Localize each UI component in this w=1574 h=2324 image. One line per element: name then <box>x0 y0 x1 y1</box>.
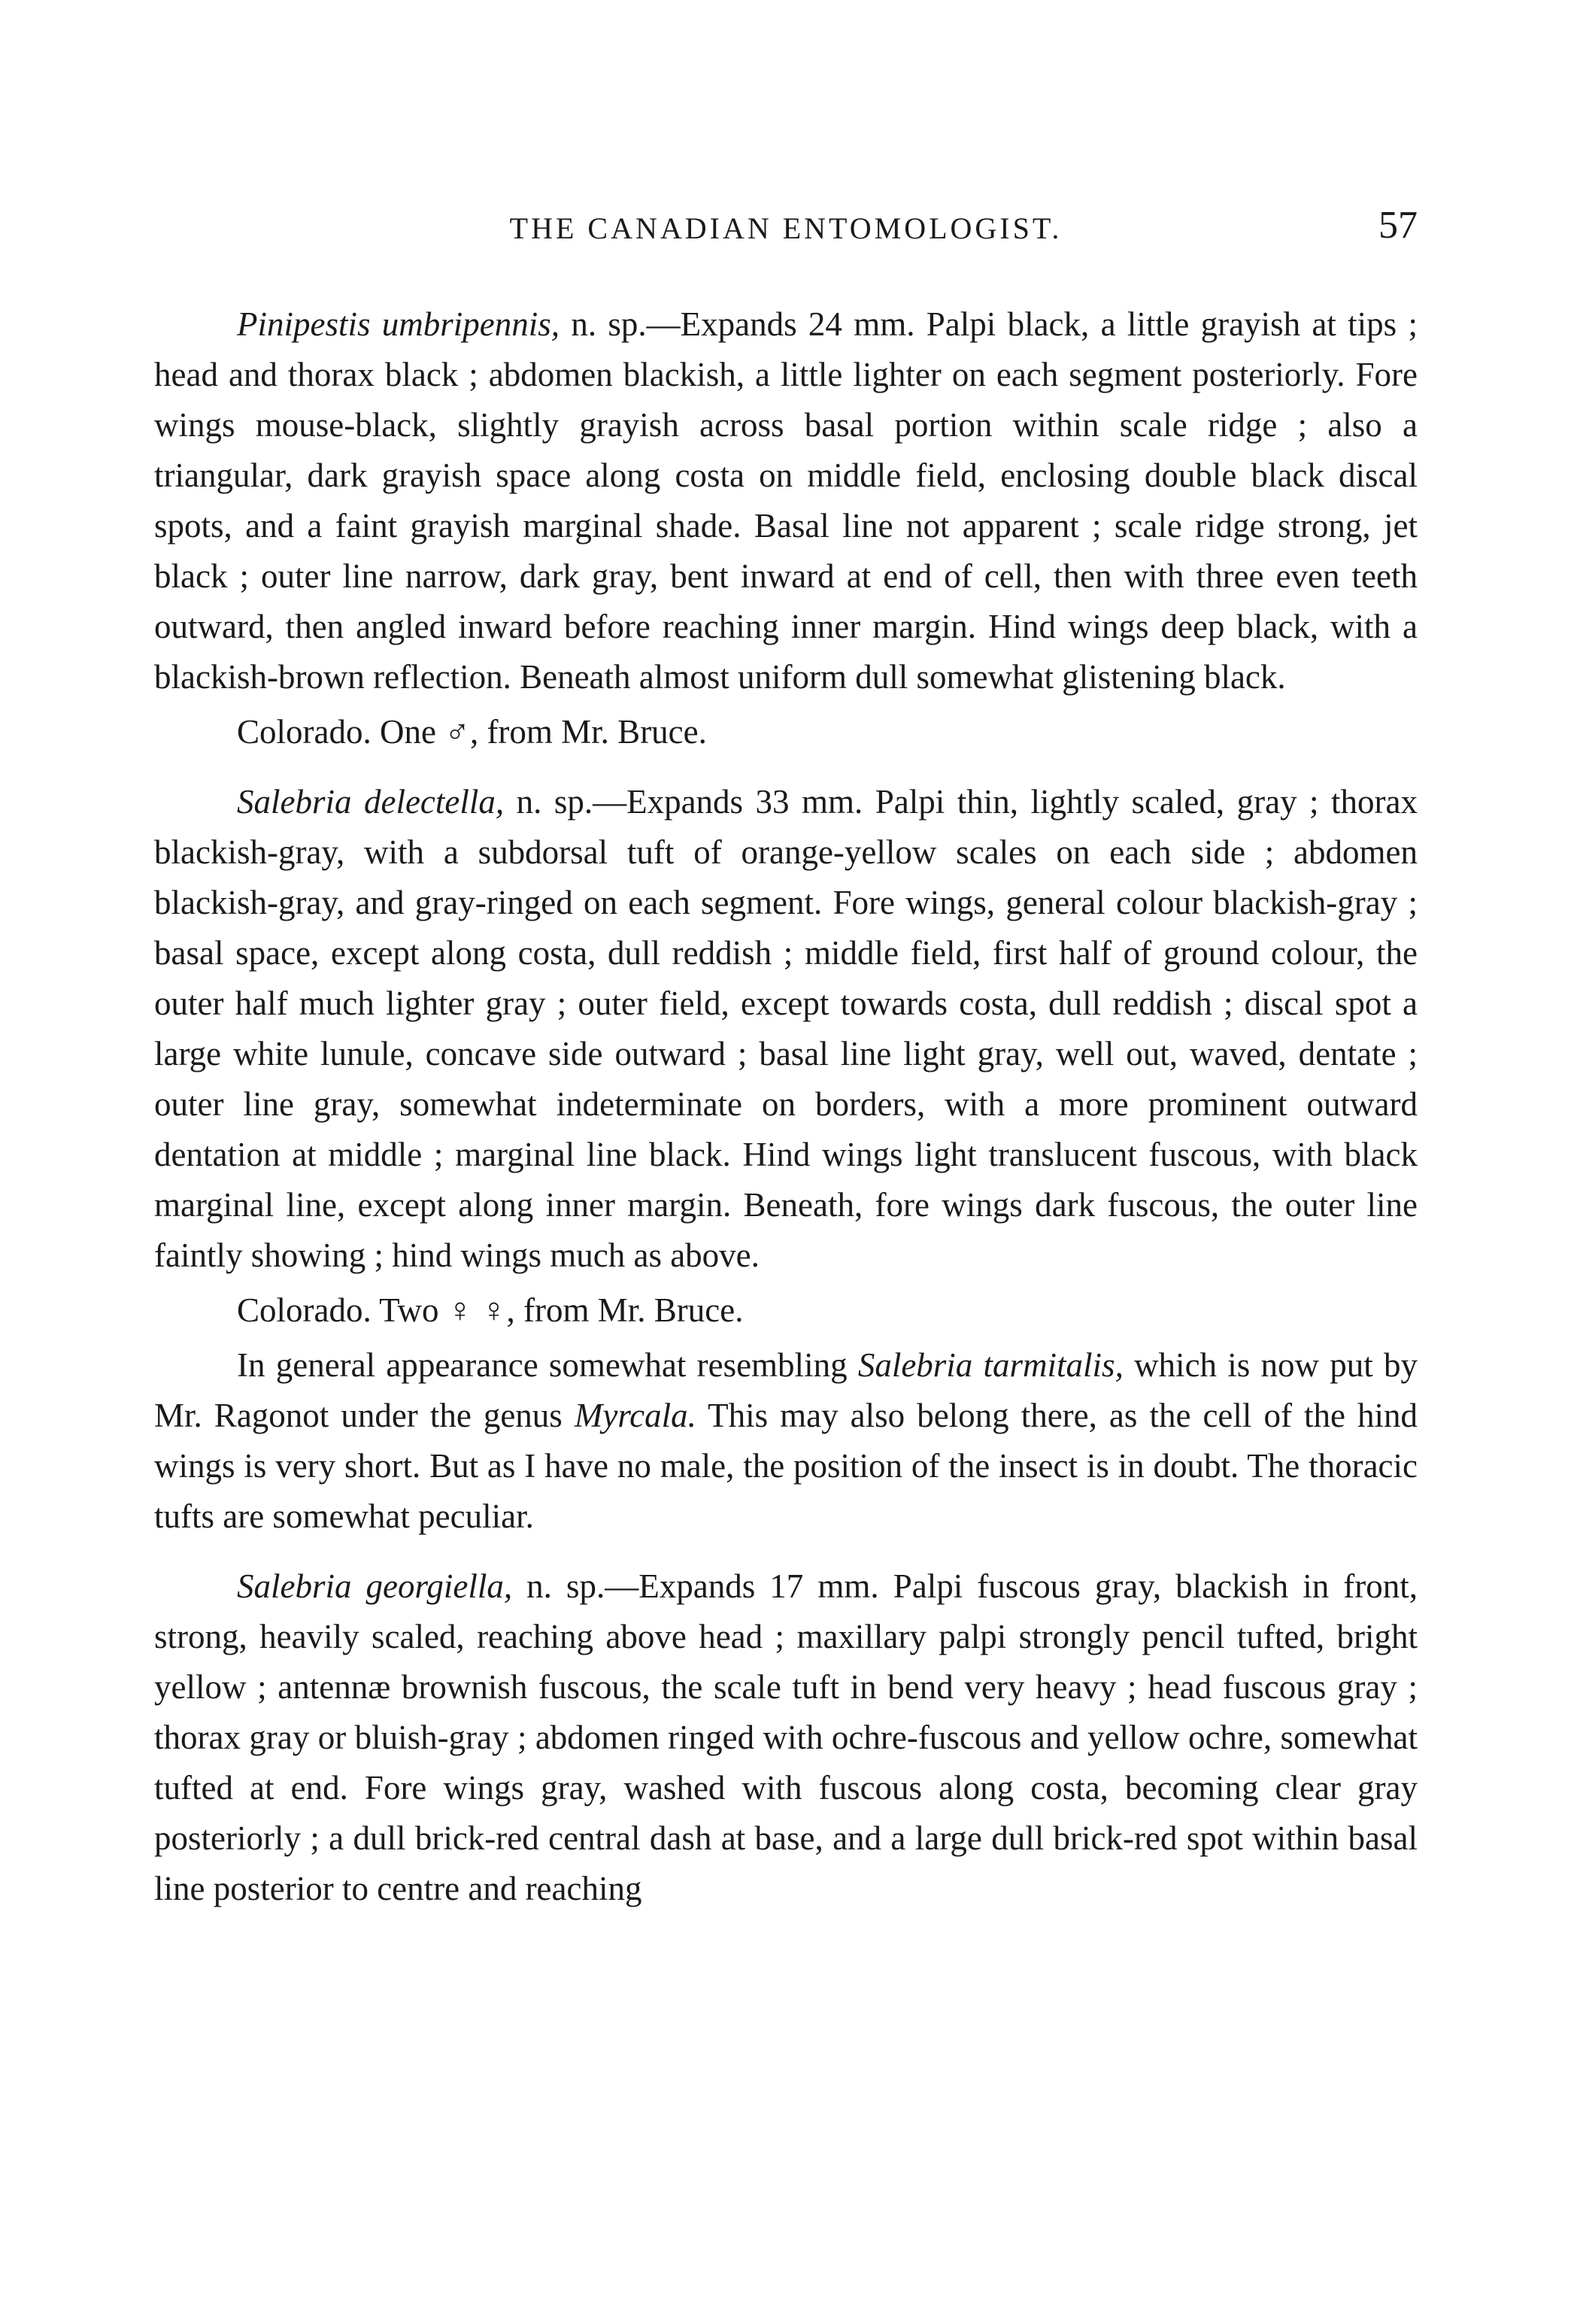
paragraph-text: n. sp.—Expands 24 mm. Palpi black, a little grayish at tips ; head and thorax black ; abdomen blackish, a little lighter on each segment posteriorly. Fore wings mouse-black, slightly grayish across basal portion within scale ridge ; also a triangular, dark grayish space along costa on middle field, enclosing double black discal spots, and a faint grayish marginal shade. Basal line not apparent ; scale ridge strong, jet black ; outer line narrow, dark gray, bent inward at end of cell, then with three even teeth outward, then angled inward before reaching inner margin. Hind wings deep black, with a blackish-brown reflection. Beneath almost uniform dull somewhat glistening black. <box>154 305 1418 696</box>
paragraph-text: In general appearance somewhat resembling <box>237 1346 858 1384</box>
species-name: Pinipestis umbripennis, <box>237 305 560 343</box>
paragraph-salebria-delectella <box>154 777 1418 1281</box>
paragraph-text: which is now put by Mr. Ragonot under the genus <box>154 1346 1418 1434</box>
page-header <box>154 203 1418 271</box>
species-name: Salebria georgiella, <box>237 1567 513 1605</box>
paragraph-text: Colorado. One ♂, from Mr. Bruce. <box>237 713 707 751</box>
paragraph-text: n. sp.—Expands 33 mm. Palpi thin, lightly scaled, gray ; thorax blackish-gray, with a subdorsal tuft of orange-yellow scales on each side ; abdomen blackish-gray, and gray-ringed on each segment. Fore wings, general colour blackish-gray ; basal space, except along costa, dull reddish ; middle field, first half of ground colour, the outer half much lighter gray ; outer field, except towards costa, dull reddish ; discal spot a large white lunule, concave side outward ; basal line light gray, well out, waved, dentate ; outer line gray, somewhat indeterminate on borders, with a more prominent outward dentation at middle ; marginal line black. Hind wings light translucent fuscous, with black marginal line, except along inner margin. Beneath, fore wings dark fuscous, the outer line faintly showing ; hind wings much as above. <box>154 783 1418 1274</box>
paragraph-locality <box>154 1285 1418 1336</box>
body-text <box>154 299 1418 1914</box>
paragraph-locality <box>154 707 1418 757</box>
page-number: 57 <box>1378 204 1418 247</box>
paragraph-text: n. sp.—Expands 17 mm. Palpi fuscous gray, blackish in front, strong, heavily scaled, reaching above head ; maxillary palpi strongly pencil tufted, bright yellow ; antennæ brownish fuscous, the scale tuft in bend very heavy ; head fuscous gray ; thorax gray or bluish-gray ; abdomen ringed with ochre-fuscous and yellow ochre, somewhat tufted at end. Fore wings gray, washed with fuscous along costa, becoming clear gray posteriorly ; a dull brick-red central dash at base, and a large dull brick-red spot within basal line posterior to centre and reaching <box>154 1567 1418 1907</box>
paragraph-pinipestis <box>154 299 1418 702</box>
paragraph-remarks <box>154 1340 1418 1542</box>
document-page <box>154 203 1418 1914</box>
paragraph-text: Colorado. Two ♀ ♀, from Mr. Bruce. <box>237 1291 744 1329</box>
genus-name: Myrcala. <box>574 1397 696 1434</box>
species-name: Salebria delectella, <box>237 783 505 821</box>
running-head: THE CANADIAN ENTOMOLOGIST. <box>509 211 1063 245</box>
species-name: Salebria tarmitalis, <box>857 1346 1124 1384</box>
paragraph-text: This may also belong there, as the cell of the hind wings is very short. But as I have no male, the position of the insect is in doubt. The thoracic tufts are somewhat peculiar. <box>154 1397 1418 1535</box>
paragraph-salebria-georgiella <box>154 1561 1418 1914</box>
